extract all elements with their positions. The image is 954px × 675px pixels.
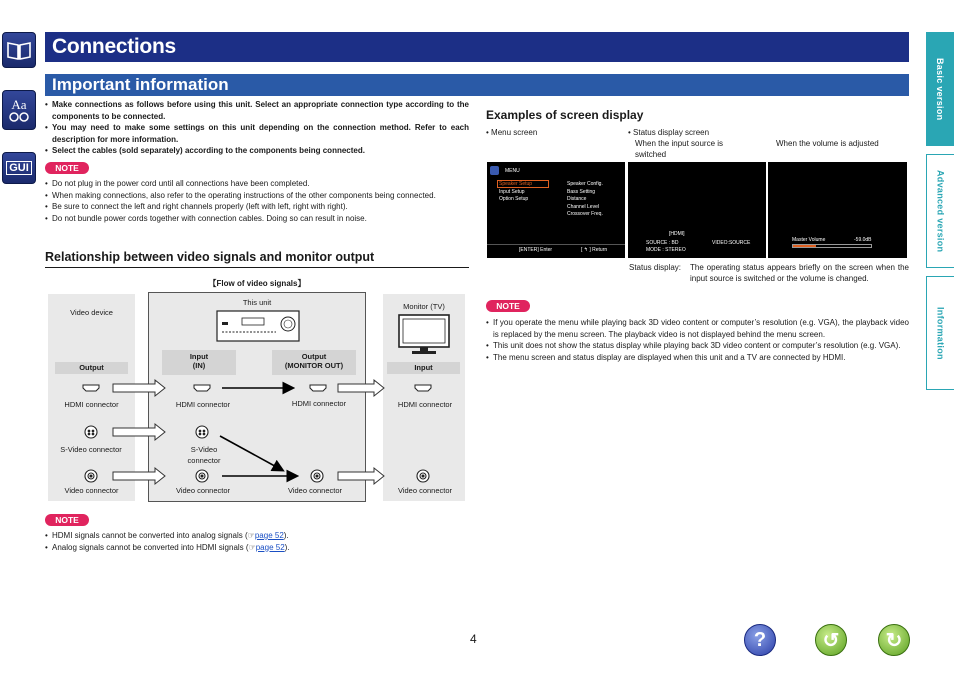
- this-unit-label: This unit: [242, 298, 272, 307]
- status-mode: MODE : STEREO: [646, 247, 686, 253]
- hdmi-label: HDMI connector: [397, 400, 453, 409]
- when-volume-label: When the volume is adjusted: [776, 139, 879, 148]
- output-head: Output: [55, 362, 128, 374]
- status-display-label: Status display:: [629, 263, 682, 272]
- status-display-text: The operating status appears briefly on the screen when the input source is switched or the volume is changed.: [690, 263, 909, 283]
- forward-glyph: ↻: [885, 629, 903, 652]
- intro-bullet: • Make connections as follows before using this unit. Select an appropriate connection type according to the components to be connected.: [45, 99, 469, 122]
- hdmi-cable-arrow: [113, 380, 165, 396]
- menu-left-list: [499, 181, 532, 204]
- menu-screen-text: Menu screen: [491, 128, 538, 137]
- tab-information-label: Information: [935, 306, 946, 360]
- video-out-cable-arrow: [338, 468, 384, 484]
- menu-divider: [487, 244, 625, 245]
- relationship-heading: Relationship between video signals and monitor output: [45, 250, 469, 268]
- flow-title: 【Flow of video signals】: [208, 279, 306, 288]
- svideo-line1: S-Video: [190, 445, 218, 454]
- volume-value: -59.0dB: [854, 237, 872, 243]
- note-bullet-text: HDMI signals cannot be converted into analog signals (: [52, 531, 248, 540]
- page-link[interactable]: page 52: [254, 531, 284, 540]
- svideo-cable-arrow: [113, 424, 165, 440]
- output-monitor-line2: (MONITOR OUT): [284, 361, 344, 370]
- video-label: Video connector: [64, 486, 119, 495]
- note-bullet: • The menu screen and status display are displayed when this unit and a TV are connected by HDMI.: [486, 352, 909, 364]
- video-label: Video connector: [175, 486, 231, 495]
- menu-subitem: Bass Setting: [567, 188, 596, 195]
- video-cable-arrow: [113, 468, 165, 484]
- video-label: Video connector: [397, 486, 453, 495]
- note-bullet: • This unit does not show the status display while playing back 3D video content or computer’s resolution (e.g. VGA).: [486, 340, 909, 352]
- status-source: SOURCE : BD: [646, 240, 679, 246]
- note3-bullets: [486, 317, 909, 363]
- status-screen-label: • Status display screen: [628, 128, 710, 137]
- index-aa-text: Aa: [11, 96, 27, 112]
- page-ref-icon: ☞: [247, 531, 255, 540]
- status-volume-screen: [768, 162, 907, 258]
- menu-footer-enter: [ENTER] Enter: [519, 247, 553, 253]
- hdmi-label: HDMI connector: [291, 399, 347, 408]
- examples-heading: Examples of screen display: [486, 108, 644, 122]
- page-number: 4: [470, 632, 477, 646]
- menu-subitem: Channel Level: [567, 203, 599, 210]
- status-hdmi: [HDMI]: [669, 231, 685, 237]
- status-input-screen: [628, 162, 766, 258]
- intro-bullet: • You may need to make some settings on this unit depending on the connection method. Refer to each description for more information.: [45, 122, 469, 145]
- intro-bullet: • Select the cables (sold separately) according to the components being connected.: [45, 145, 469, 157]
- video-label: Video connector: [287, 486, 343, 495]
- input-head: Input: [387, 362, 460, 374]
- page-ref-icon: ☞: [248, 542, 256, 552]
- video-device-label: Video device: [70, 308, 113, 317]
- when-input-label: When the input source is switched: [635, 139, 724, 159]
- menu-screen: [487, 162, 625, 258]
- hdmi-out-cable-arrow: [338, 380, 384, 396]
- svideo-label-2line: [168, 444, 240, 466]
- help-glyph: ?: [753, 628, 767, 651]
- tab-advanced-version-label: Advanced version: [935, 169, 946, 253]
- volume-label: Master Volume: [792, 237, 826, 243]
- hdmi-label: HDMI connector: [64, 400, 119, 409]
- input-in-line2: (IN): [192, 361, 206, 370]
- note-bullet: • Be sure to connect the left and right channels properly (left with left, right with right).: [45, 201, 469, 213]
- forward-icon[interactable]: [878, 624, 910, 656]
- page-link[interactable]: page 52: [255, 542, 285, 552]
- gui-text: GUI: [6, 161, 32, 175]
- note-badge: NOTE: [486, 300, 530, 312]
- volume-bar: [792, 244, 872, 248]
- hdmi-label: HDMI connector: [175, 400, 231, 409]
- note-bullet-text: ).: [283, 531, 289, 540]
- svideo-line2: connector: [187, 456, 221, 465]
- menu-subitem: Distance: [567, 196, 587, 202]
- status-screen-text: Status display screen: [633, 128, 710, 137]
- note-bullet: • When making connections, also refer to the operating instructions of the other components being connected.: [45, 190, 469, 202]
- note-bullet: • Do not plug in the power cord until all connections have been completed.: [45, 178, 469, 190]
- status-video-source: VIDEO:SOURCE: [712, 240, 751, 246]
- menu-right-list: [567, 181, 603, 219]
- output-monitor-line1: Output: [301, 352, 327, 361]
- note-bullet-text: ).: [284, 542, 290, 552]
- menu-icon: [490, 166, 499, 175]
- note-bullet: [45, 530, 469, 542]
- page-title: Connections: [45, 32, 909, 62]
- menu-subitem: Crossover Freq.: [567, 211, 603, 217]
- menu-subitem: Speaker Config.: [567, 181, 603, 187]
- back-icon[interactable]: [815, 624, 847, 656]
- input-in-line1: Input: [189, 352, 209, 361]
- tab-basic-version-label: Basic version: [935, 57, 945, 121]
- menu-screen-label: • Menu screen: [486, 128, 538, 137]
- menu-title: MENU: [505, 168, 520, 174]
- back-glyph: ↺: [822, 629, 840, 652]
- note-bullet: [45, 542, 469, 554]
- note-badge: NOTE: [45, 514, 89, 526]
- menu-footer-return: [ ↰ ] Return: [581, 247, 608, 253]
- note-badge: NOTE: [45, 162, 89, 174]
- note2-bullets: [45, 530, 469, 553]
- note-bullet-text: Analog signals cannot be converted into HDMI signals (: [52, 542, 249, 552]
- svideo-label: S-Video connector: [60, 445, 122, 454]
- volume-bar-fill: [793, 245, 816, 247]
- menu-item: Input Setup: [499, 188, 525, 195]
- menu-item: Option Setup: [499, 196, 529, 202]
- note-bullet: • Do not bundle power cords together with connection cables. Doing so can result in noise.: [45, 213, 469, 225]
- section-title: Important information: [45, 74, 909, 96]
- help-icon[interactable]: [744, 624, 776, 656]
- monitor-label: Monitor (TV): [403, 302, 445, 311]
- note-bullet: • If you operate the menu while playing back 3D video content or computer’s resolution (e.g. VGA), the playback video is replaced by the menu screen. The playback video is not displayed behind the menu screen.: [486, 317, 909, 340]
- menu-item: Speaker Setup: [499, 181, 533, 187]
